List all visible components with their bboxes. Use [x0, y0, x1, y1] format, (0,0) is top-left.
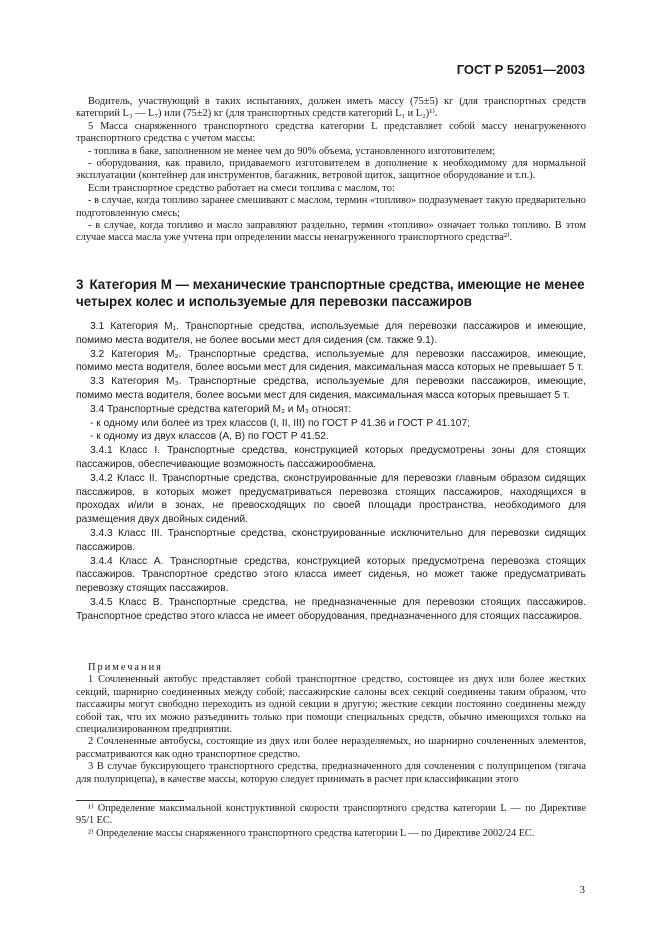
body-paragraph: 3.1 Категория M₁. Транспортные средства, используемые для перевозки пассажиров и имеющие, помимо места водителя, не более восьми мест для сидения (см. также 9.1).	[76, 321, 586, 346]
section-title: Категория M — механические транспортные средства, имеющие не менее четырех колес и используемые для перевозки пассажиров	[76, 277, 585, 309]
body-paragraph: 3.4.1 Класс I. Транспортные средства, конструкцией которых предусмотрены зоны для стоящих пассажиров, обеспечивающие возможность пассажирообмена.	[76, 445, 586, 470]
intro-paragraph: - топлива в баке, заполненном не менее чем до 90% объема, установленного изготовителем;	[88, 145, 496, 157]
note-item: 1 Сочлененный автобус представляет собой транспортное средство, состоящее из двух или более жестких секций, шарнирно соединенных между собой; пассажирские салоны всех секций соединены таким образом, что пассажиры могут свободно переходить из одной секции в другую; жесткие секции постоянно соединены между собой так, что их можно разъединить только при помощи специальных средств, обычно имеющихся только на специализированном предприятии.	[76, 674, 586, 736]
intro-paragraph: Водитель, участвующий в таких испытаниях, должен иметь массу (75±5) кг (для транспортных средств категорий L₃ — L₇) или (75±2) кг (для транспортных средств категорий L₁ и L₂)¹⁾.	[76, 96, 586, 120]
body-paragraph: 3.4.5 Класс B. Транспортные средства, не предназначенные для перевозки стоящих пассажиров. Транспортное средство этого класса не имеет оборудования, предназначенного для стоящих пассажиров.	[76, 596, 586, 622]
intro-block	[76, 96, 586, 245]
body-paragraph: 3.4 Транспортные средства категорий M₂ и M₃ относят:	[90, 403, 352, 415]
footnote-divider	[76, 800, 184, 801]
notes-title: Примечания	[88, 662, 163, 673]
footnote: ¹⁾ Определение максимальной конструктивной скорости транспортного средства категории L — по Директиве 95/1 ЕС.	[76, 803, 586, 827]
body-paragraph: 3.2 Категория M₂. Транспортные средства, используемые для перевозки пассажиров, имеющие, помимо места водителя, более восьми мест для сидения, максимальная масса которых не превышает 5 т.	[76, 348, 586, 374]
body-paragraph: 3.4.4 Класс A. Транспортные средства, конструкцией которых предусмотрена перевозка стоящих пассажиров. Транспортное средство этого класса имеет сиденья, но может также предусматривать перевозку стоящих пассажиров.	[76, 555, 586, 595]
body-paragraph: 3.3 Категория M₃. Транспортные средства, используемые для перевозки пассажиров, имеющие, помимо места водителя, более восьми мест для сидения, максимальная масса которых превышает 5 т.	[76, 376, 586, 401]
footnote: ²⁾ Определение массы снаряженного транспортного средства категории L — по Директиве 2002/24 ЕС.	[88, 827, 535, 839]
page-number: 3	[579, 884, 585, 896]
intro-paragraph: - в случае, когда топливо и масло заправляют раздельно, термин «топливо» означает только топливо. В этом случае масса масла уже учтена при определении массы ненагруженного транспортного средства²⁾.	[76, 220, 586, 244]
standard-header: ГОСТ Р 52051—2003	[456, 62, 585, 77]
body-paragraph: 3.4.3 Класс III. Транспортные средства, сконструированные исключительно для перевозки сидящих пассажиров.	[76, 527, 586, 553]
intro-paragraph: - в случае, когда топливо заранее смешивают с маслом, термин «топливо» подразумевает такую предварительно подготовленную смесь;	[76, 195, 586, 219]
section-body	[76, 320, 586, 624]
notes-block	[76, 662, 586, 786]
note-item: 3 В случае буксирующего транспортного средства, предназначенного для сочленения с полуприцепом (тягача для полуприцепа), в качестве массы, которую следует принимать в расчет при классификации этого	[76, 761, 586, 785]
note-item: 2 Сочлененные автобусы, состоящие из двух или более неразделяемых, но шарнирно сочлененных элементов, рассматриваются как одно транспортное средство.	[76, 736, 586, 760]
body-paragraph: - к одному из двух классов (A, B) по ГОСТ Р 41.52.	[90, 431, 329, 443]
body-paragraph: - к одному или более из трех классов (I, II, III) по ГОСТ Р 41.36 и ГОСТ Р 41.107;	[90, 417, 470, 429]
intro-paragraph: 5 Масса снаряженного транспортного средства категории L представляет собой массу ненагруженного транспортного средства с учетом массы:	[76, 120, 586, 145]
section-number: 3	[76, 277, 84, 292]
section-heading	[76, 276, 586, 310]
intro-paragraph: Если транспортное средство работает на смеси топлива с маслом, то:	[88, 182, 395, 194]
footnotes	[76, 803, 586, 840]
intro-paragraph: - оборудования, как правило, придаваемого изготовителем в дополнение к необходимому для нормальной эксплуатации (контейнер для инструментов, багажник, ветровой щиток, защитное оборудование и т.п.).	[76, 158, 586, 182]
body-paragraph: 3.4.2 Класс II. Транспортные средства, сконструированные для перевозки главным образом сидящих пассажиров, в которых может предусматриваться перевозка стоящих пассажиров, находящихся в проходах и/или в зонах, не превосходящих по своей площади пространства, необходимого для размещения двух двойных сидений.	[76, 472, 586, 526]
